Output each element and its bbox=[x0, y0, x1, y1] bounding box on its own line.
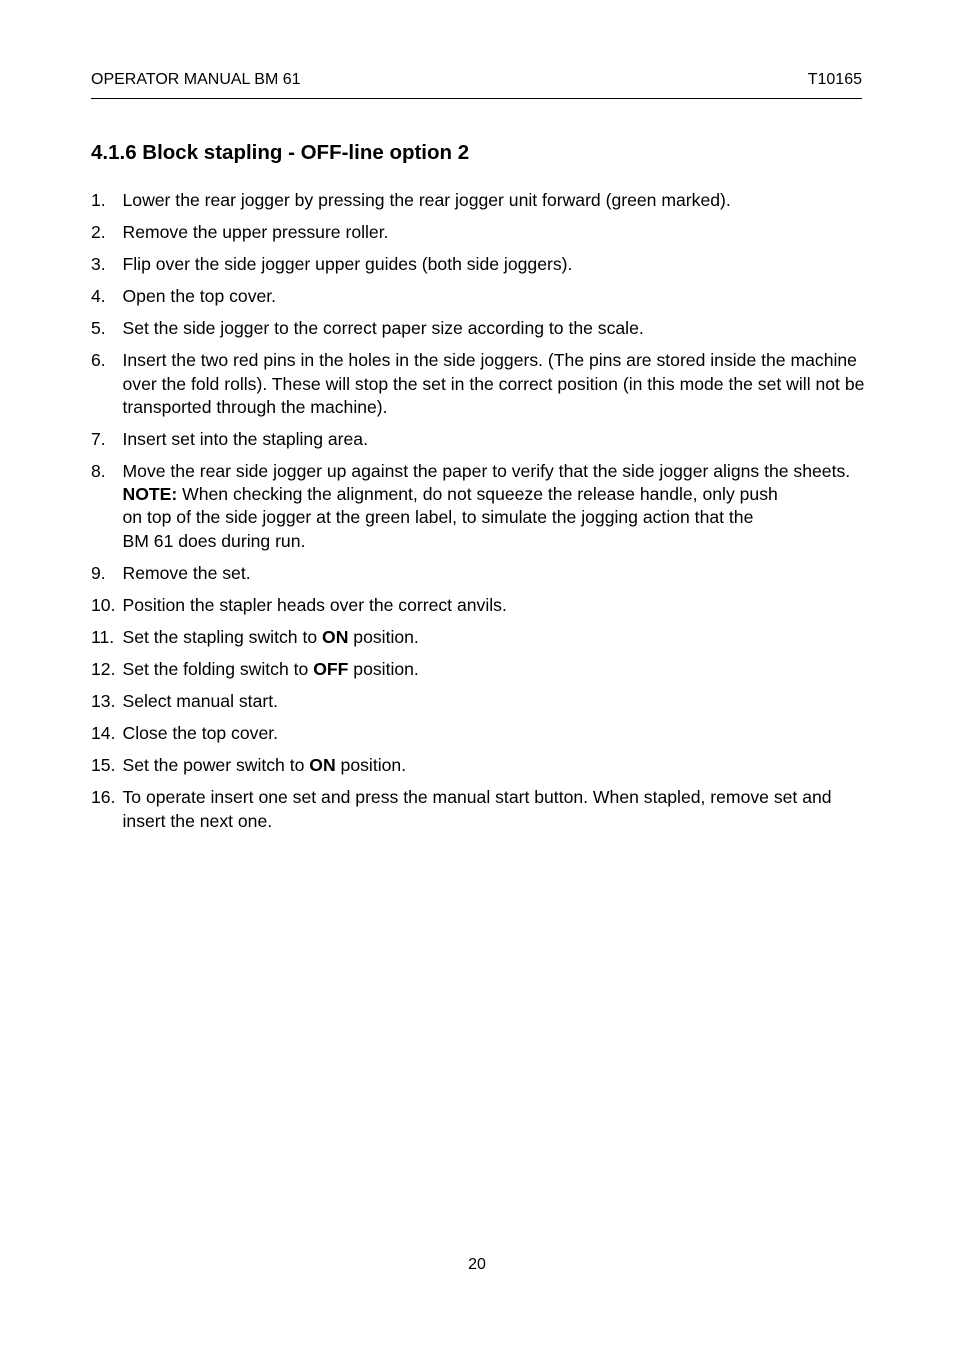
note-label: NOTE: bbox=[122, 484, 178, 505]
step-item bbox=[91, 594, 866, 617]
step-text-pre: Set the stapling switch to bbox=[122, 626, 323, 647]
step-text: Remove the upper pressure roller. bbox=[122, 222, 389, 243]
step-text: Close the top cover. bbox=[122, 723, 278, 744]
step-item bbox=[91, 253, 866, 276]
step-number: 2. bbox=[91, 222, 106, 243]
step-text: Insert the two red pins in the holes in the side joggers. (The pins are stored inside the machine over the fold rolls). These will stop the set in the correct position (in this mode the set will not be transported through the machine). bbox=[122, 350, 865, 417]
step-number: 12. bbox=[91, 659, 116, 680]
step-number: 11. bbox=[91, 626, 115, 647]
step-text-post: position. bbox=[335, 755, 407, 776]
page-number: 20 bbox=[468, 1256, 486, 1273]
step-number: 3. bbox=[91, 254, 106, 275]
step-number: 5. bbox=[91, 318, 106, 339]
procedure-steps bbox=[91, 189, 866, 842]
step-text: Lower the rear jogger by pressing the rear jogger unit forward (green marked). bbox=[122, 190, 731, 210]
step-item bbox=[91, 658, 866, 681]
step-item bbox=[91, 428, 866, 451]
note-text-line-2: on top of the side jogger at the green label, to simulate the jogging action that the bbox=[122, 507, 754, 528]
step-text-post: position. bbox=[348, 659, 419, 680]
step-text-post: position. bbox=[348, 626, 419, 647]
section-title: 4.1.6 Block stapling - OFF-line option 2 bbox=[91, 141, 470, 164]
step-number: 1. bbox=[91, 190, 106, 210]
step-number: 4. bbox=[91, 286, 106, 307]
step-text: Position the stapler heads over the correct anvils. bbox=[122, 594, 507, 615]
step-item bbox=[91, 722, 866, 745]
step-number: 7. bbox=[91, 428, 106, 449]
step-item bbox=[91, 285, 866, 308]
step-text-bold: OFF bbox=[313, 659, 349, 680]
step-number: 10. bbox=[91, 594, 116, 615]
step-text: Open the top cover. bbox=[122, 286, 277, 307]
step-text: Set the side jogger to the correct paper size according to the scale. bbox=[122, 318, 644, 339]
step-number: 15. bbox=[91, 755, 116, 776]
step-item bbox=[91, 317, 866, 340]
step-text-pre: Set the folding switch to bbox=[122, 659, 314, 680]
step-text-bold: ON bbox=[309, 755, 336, 776]
step-item bbox=[91, 786, 866, 832]
step-number: 9. bbox=[91, 562, 106, 583]
step-text: Flip over the side jogger upper guides (both side joggers). bbox=[122, 254, 573, 275]
step-item bbox=[91, 460, 866, 553]
step-text: Remove the set. bbox=[122, 562, 251, 583]
step-number: 13. bbox=[91, 691, 116, 712]
step-note bbox=[123, 483, 867, 506]
step-item bbox=[91, 189, 866, 212]
step-text: Select manual start. bbox=[122, 691, 278, 712]
step-item bbox=[91, 626, 866, 649]
step-text: To operate insert one set and press the manual start button. When stapled, remove set and insert the next one. bbox=[122, 787, 832, 831]
manual-title: OPERATOR MANUAL BM 61 bbox=[91, 71, 301, 88]
document-code: T10165 bbox=[807, 71, 862, 88]
step-number: 16. bbox=[91, 787, 116, 808]
step-text: Insert set into the stapling area. bbox=[122, 428, 368, 449]
step-item bbox=[91, 690, 866, 713]
step-text: Move the rear side jogger up against the paper to verify that the side jogger aligns the sheets. bbox=[122, 461, 851, 482]
step-text-bold: ON bbox=[322, 626, 349, 647]
step-number: 6. bbox=[91, 350, 106, 371]
note-text-line-1: When checking the alignment, do not squeeze the release handle, only push bbox=[177, 484, 778, 505]
step-number: 14. bbox=[91, 723, 116, 744]
step-item bbox=[91, 221, 866, 244]
step-item bbox=[91, 562, 866, 585]
note-text-line-3: BM 61 does during run. bbox=[122, 530, 306, 551]
page-header bbox=[91, 70, 862, 99]
step-text-pre: Set the power switch to bbox=[122, 755, 310, 776]
step-item bbox=[91, 754, 866, 777]
step-number: 8. bbox=[91, 461, 106, 482]
step-item bbox=[91, 349, 866, 419]
